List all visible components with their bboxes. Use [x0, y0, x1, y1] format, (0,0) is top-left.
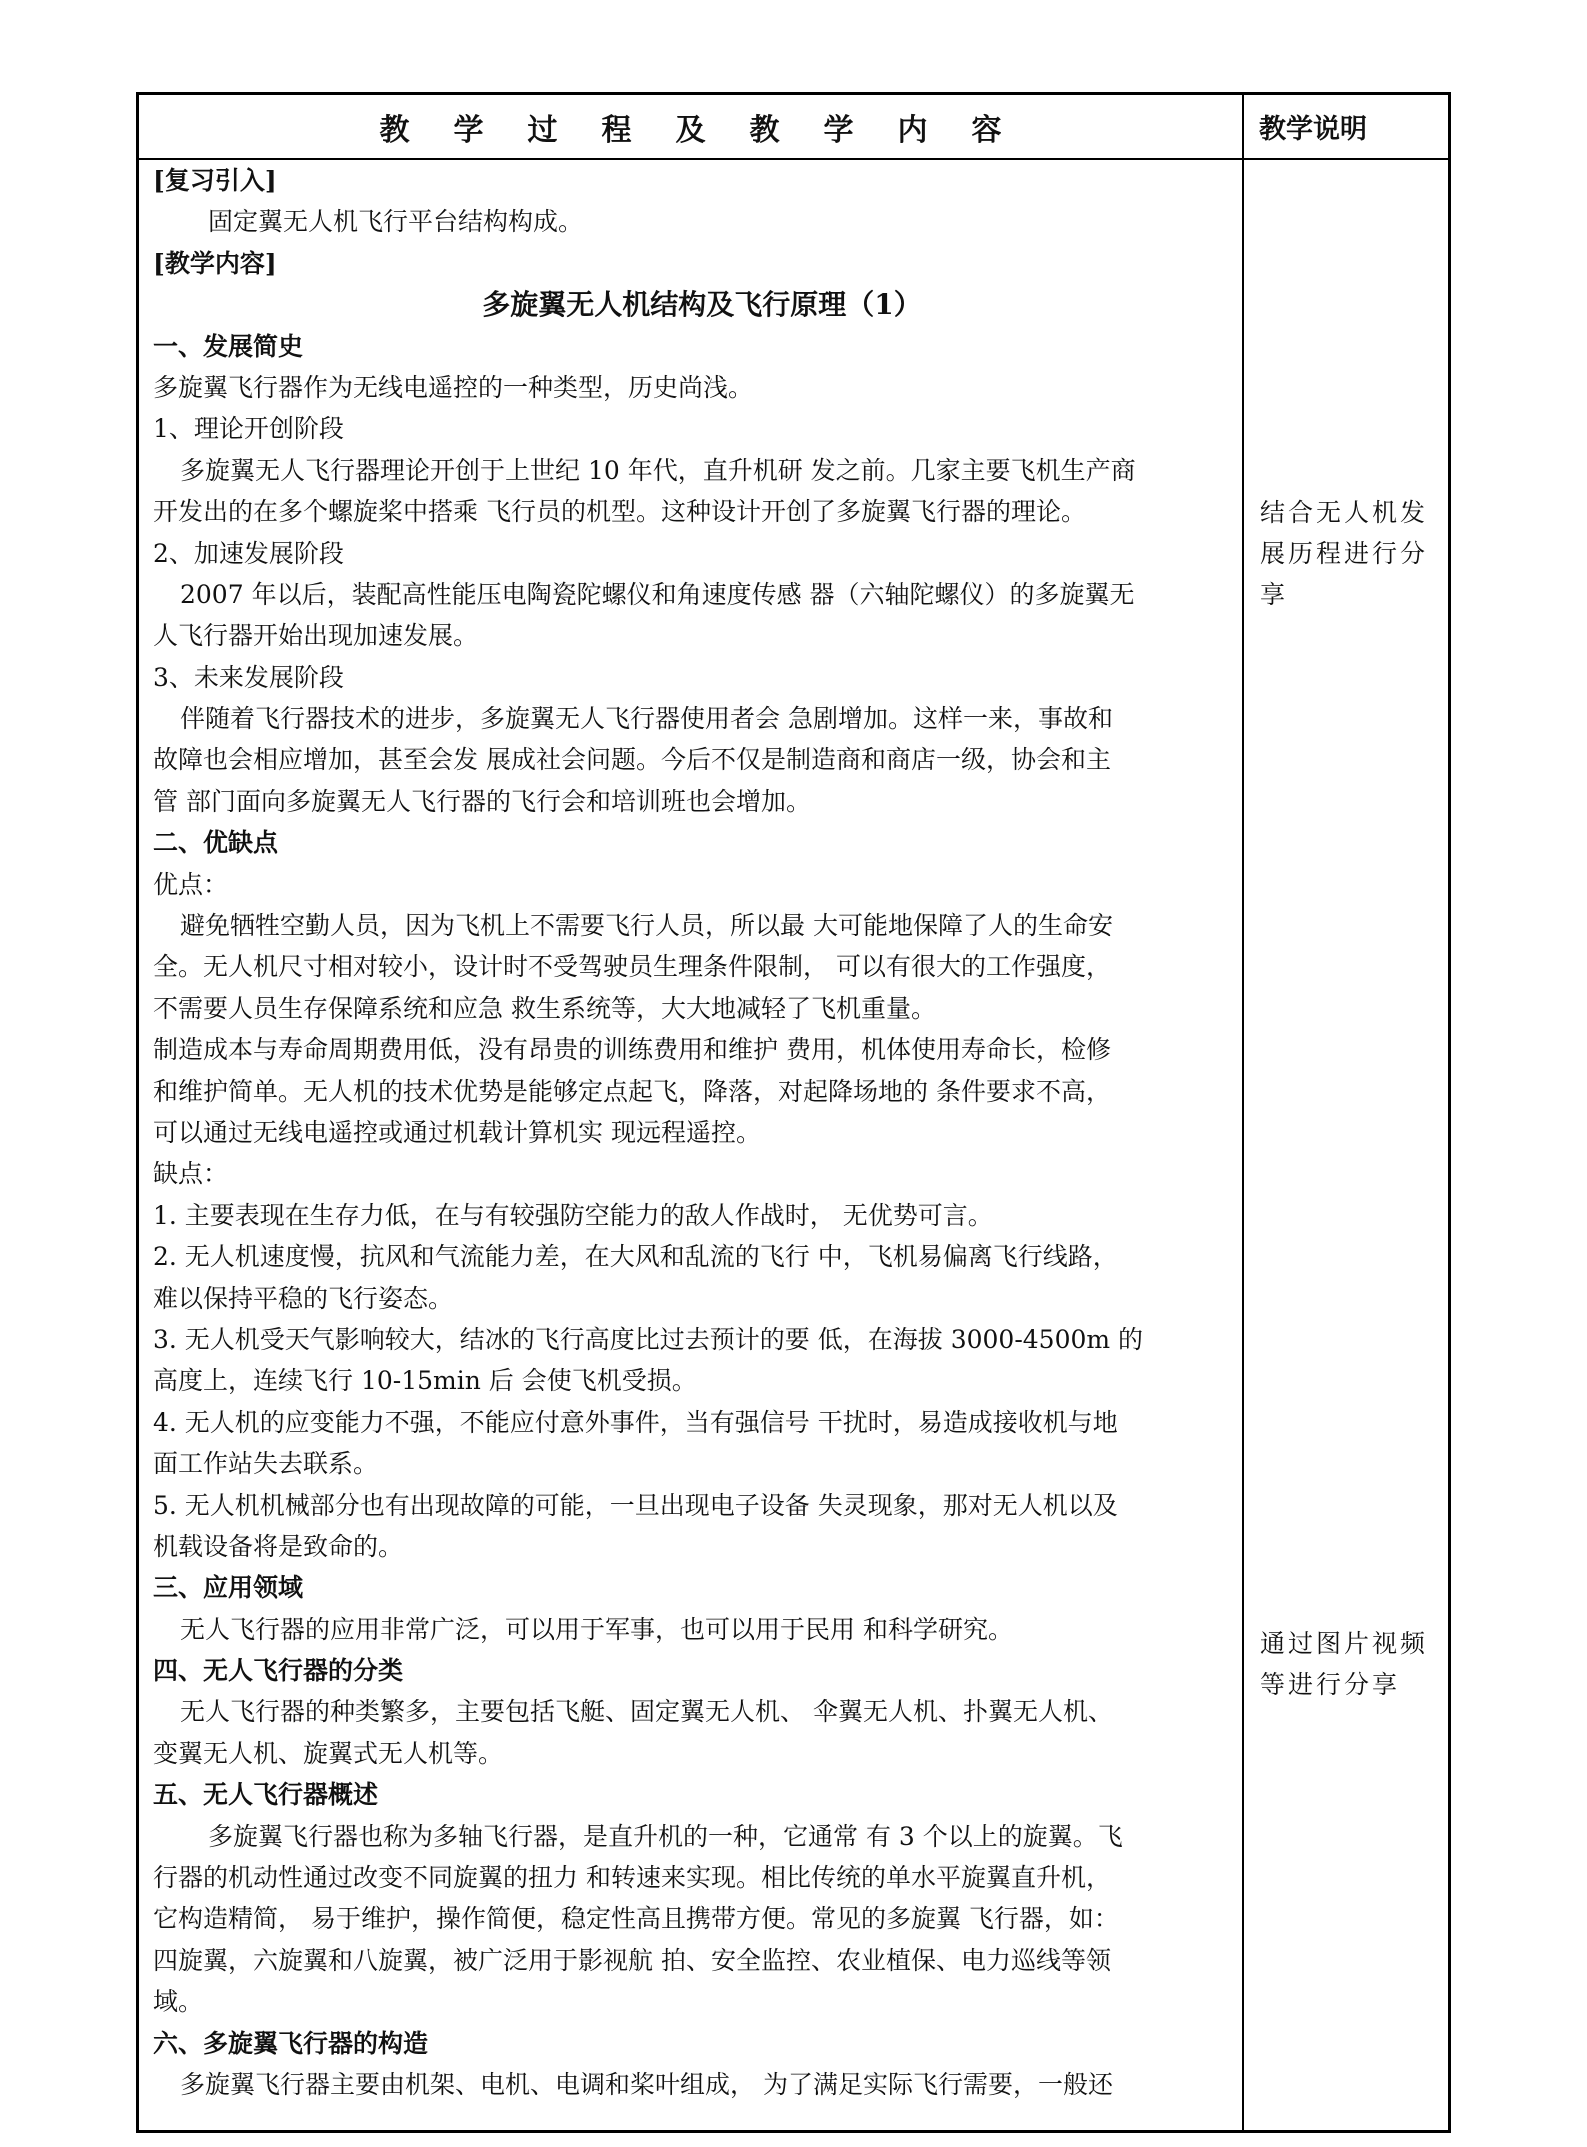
paragraph-line: 开发出的在多个螺旋桨中搭乘 飞行员的机型。这种设计开创了多旋翼飞行器的理论。: [153, 497, 1086, 527]
paragraph-line: 2007 年以后，装配高性能压电陶瓷陀螺仪和角速度传感 器（六轴陀螺仪）的多旋翼无: [180, 579, 1135, 609]
paragraph-line: 变翼无人机、旋翼式无人机等。: [153, 1738, 504, 1768]
teaching-label: [教学内容]: [153, 248, 277, 278]
note-line: 等进行分享: [1260, 1670, 1401, 1699]
paragraph-line: 域。: [153, 1987, 204, 2017]
subsection-heading: 1、理论开创阶段: [153, 414, 344, 444]
list-item: 4. 无人机的应变能力不强，不能应付意外事件，当有强信号 干扰时，易造成接收机与地: [153, 1407, 1118, 1437]
paragraph-line: 四旋翼，六旋翼和八旋翼，被广泛用于影视航 拍、安全监控、农业植保、电力巡线等领: [153, 1945, 1111, 1975]
subsection-heading: 2、加速发展阶段: [153, 538, 344, 568]
note-line: 享: [1260, 580, 1289, 609]
review-text: 固定翼无人机飞行平台结构构成。: [208, 207, 584, 237]
note-line: 结合无人机发: [1260, 498, 1429, 527]
paragraph-line: 多旋翼飞行器作为无线电遥控的一种类型，历史尚浅。: [153, 372, 754, 402]
header-main: 教学过程及教学内容: [379, 112, 1046, 148]
subsection-heading: 3、未来发展阶段: [153, 662, 344, 692]
paragraph-line: 人飞行器开始出现加速发展。: [153, 621, 479, 651]
list-item: 难以保持平稳的飞行姿态。: [153, 1283, 454, 1313]
list-item: 3. 无人机受天气影响较大，结冰的飞行高度比过去预计的要 低，在海拔 3000-4500m 的: [153, 1324, 1144, 1354]
paragraph-line: 管 部门面向多旋翼无人飞行器的飞行会和培训班也会增加。: [153, 786, 811, 816]
paragraph-line: 伴随着飞行器技术的进步，多旋翼无人飞行器使用者会 急剧增加。这样一来，事故和: [180, 704, 1113, 734]
paragraph-line: 行器的机动性通过改变不同旋翼的扭力 和转速来实现。相比传统的单水平旋翼直升机，: [153, 1863, 1111, 1893]
paragraph-line: 全。无人机尺寸相对较小，设计时不受驾驶员生理条件限制， 可以有很大的工作强度，: [153, 952, 1111, 982]
note-line: 展历程进行分: [1260, 539, 1429, 568]
section-heading: 四、无人飞行器的分类: [153, 1656, 404, 1686]
section-heading: 二、优缺点: [153, 828, 279, 858]
list-item: 高度上，连续飞行 10-15min 后 会使飞机受损。: [153, 1366, 697, 1396]
disadvantages-label: 缺点：: [153, 1159, 229, 1189]
paragraph-line: 它构造精简， 易于维护，操作简便，稳定性高且携带方便。常见的多旋翼 飞行器，如：: [153, 1904, 1119, 1934]
column-divider: [1242, 95, 1244, 2130]
header-side: 教学说明: [1259, 114, 1367, 145]
paragraph-line: 避免牺牲空勤人员，因为飞机上不需要飞行人员，所以最 大可能地保障了人的生命安: [180, 911, 1113, 941]
section-heading: 一、发展简史: [153, 331, 304, 361]
section-heading: 三、应用领域: [153, 1573, 304, 1603]
paragraph-line: 多旋翼无人飞行器理论开创于上世纪 10 年代，直升机研 发之前。几家主要飞机生产商: [180, 455, 1136, 485]
list-item: 1. 主要表现在生存力低，在与有较强防空能力的敌人作战时， 无优势可言。: [153, 1200, 993, 1230]
paragraph-line: 制造成本与寿命周期费用低，没有昂贵的训练费用和维护 费用，机体使用寿命长，检修: [153, 1035, 1111, 1065]
teaching-note-history: [1260, 492, 1445, 615]
list-item: 2. 无人机速度慢，抗风和气流能力差，在大风和乱流的飞行 中，飞机易偏离飞行线路，: [153, 1242, 1118, 1272]
paragraph-line: 不需要人员生存保障系统和应急 救生系统等，大大地减轻了飞机重量。: [153, 993, 936, 1023]
review-label: [复习引入]: [153, 166, 277, 195]
teaching-note-media: [1260, 1623, 1445, 1705]
paragraph-line: 可以通过无线电遥控或通过机载计算机实 现远程遥控。: [153, 1117, 761, 1147]
paragraph-line: 无人飞行器的种类繁多，主要包括飞艇、固定翼无人机、 伞翼无人机、扑翼无人机、: [180, 1697, 1113, 1727]
lesson-table: [136, 92, 1451, 2133]
paragraph-line: 多旋翼飞行器也称为多轴飞行器，是直升机的一种，它通常 有 3 个以上的旋翼。飞: [208, 1821, 1123, 1851]
section-heading: 六、多旋翼飞行器的构造: [153, 2028, 429, 2058]
paragraph-line: 多旋翼飞行器主要由机架、电机、电调和桨叶组成， 为了满足实际飞行需要，一般还: [180, 2069, 1113, 2099]
section-heading: 五、无人飞行器概述: [153, 1780, 379, 1810]
note-line: 通过图片视频: [1260, 1629, 1429, 1658]
list-item: 机载设备将是致命的。: [153, 1531, 404, 1561]
list-item: 面工作站失去联系。: [153, 1449, 379, 1479]
paragraph-line: 故障也会相应增加，甚至会发 展成社会问题。今后不仅是制造商和商店一级，协会和主: [153, 745, 1111, 775]
main-content: [153, 160, 1231, 2105]
paragraph-line: 和维护简单。无人机的技术优势是能够定点起飞，降落，对起降场地的 条件要求不高，: [153, 1076, 1111, 1106]
advantages-label: 优点：: [153, 869, 229, 899]
paragraph-line: 无人飞行器的应用非常广泛，可以用于军事，也可以用于民用 和科学研究。: [180, 1614, 1013, 1644]
list-item: 5. 无人机机械部分也有出现故障的可能，一旦出现电子设备 失灵现象，那对无人机以及: [153, 1490, 1118, 1520]
lesson-title: 多旋翼无人机结构及飞行原理（1）: [482, 288, 922, 322]
